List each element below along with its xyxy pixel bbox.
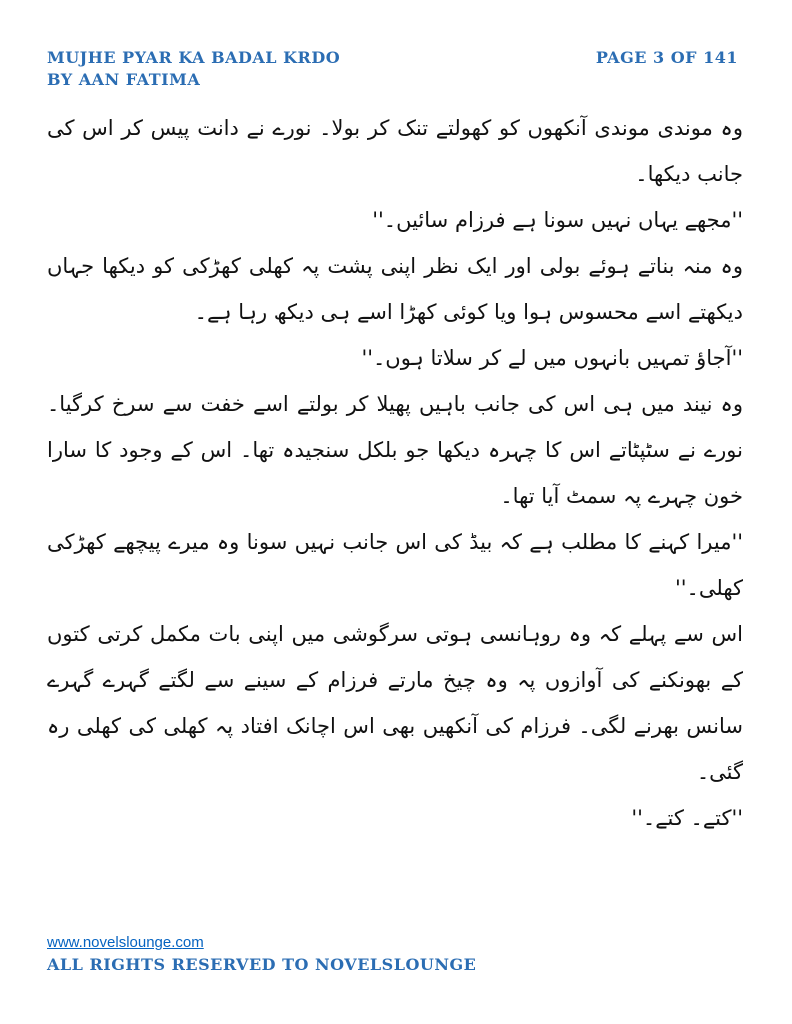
paragraph: ''آجاؤ تمہیں بانہوں میں لے کر سلاتا ہوں۔'' [361,346,743,370]
paragraph: وہ نیند میں ہی اس کی جانب باہیں پھیلا کر بولتے اسے خفت سے سرخ کرگیا۔ نورے نے سٹپٹاتے اس کا چہرہ دیکھا جو بلکل سنجیدہ تھا۔ اس کے وجود کا سارا خون چہرے پہ سمٹ آیا تھا۔ [47,392,743,508]
story-body [47,105,743,841]
paragraph: وہ منہ بناتے ہوئے بولی اور ایک نظر اپنی پشت پہ کھلی کھڑکی کو دیکھا جہاں دیکھتے اسے محسوس ہوا ویا کوئی کھڑا اسے ہی دیکھ رہا ہے۔ [47,254,743,324]
book-author: BY AAN FATIMA [47,70,201,89]
paragraph: اس سے پہلے کہ وہ روہانسی ہوتی سرگوشی میں اپنی بات مکمل کرتی کتوں کے بھونکنے کی آوازوں پہ وہ چیخ مارتے فرزام کے سینے سے لگتے گہرے گہرے سانس بھرنے لگی۔ فرزام کی آنکھیں بھی اس اچانک افتاد پہ کھلی کی کھلی رہ گئی۔ [47,622,743,784]
website-link[interactable]: www.novelslounge.com [47,934,204,951]
book-header [47,47,340,91]
rights-notice: ALL RIGHTS RESERVED TO NOVELSLOUNGE [47,955,477,974]
paragraph: ''میرا کہنے کا مطلب ہے کہ بیڈ کی اس جانب نہیں سونا وہ میرے پیچھے کھڑکی کھلی۔'' [47,530,743,600]
book-title: MUJHE PYAR KA BADAL KRDO [47,48,341,67]
paragraph: ''کتے۔ کتے۔'' [631,806,743,830]
paragraph: ''مجھے یہاں نہیں سونا ہے فرزام سائیں۔'' [372,208,743,232]
page-indicator: PAGE 3 OF 141 [595,48,738,67]
paragraph: وہ موندی موندی آنکھوں کو کھولتے تنک کر بولا۔ نورے نے دانت پیس کر اس کی جانب دیکھا۔ [47,116,743,186]
